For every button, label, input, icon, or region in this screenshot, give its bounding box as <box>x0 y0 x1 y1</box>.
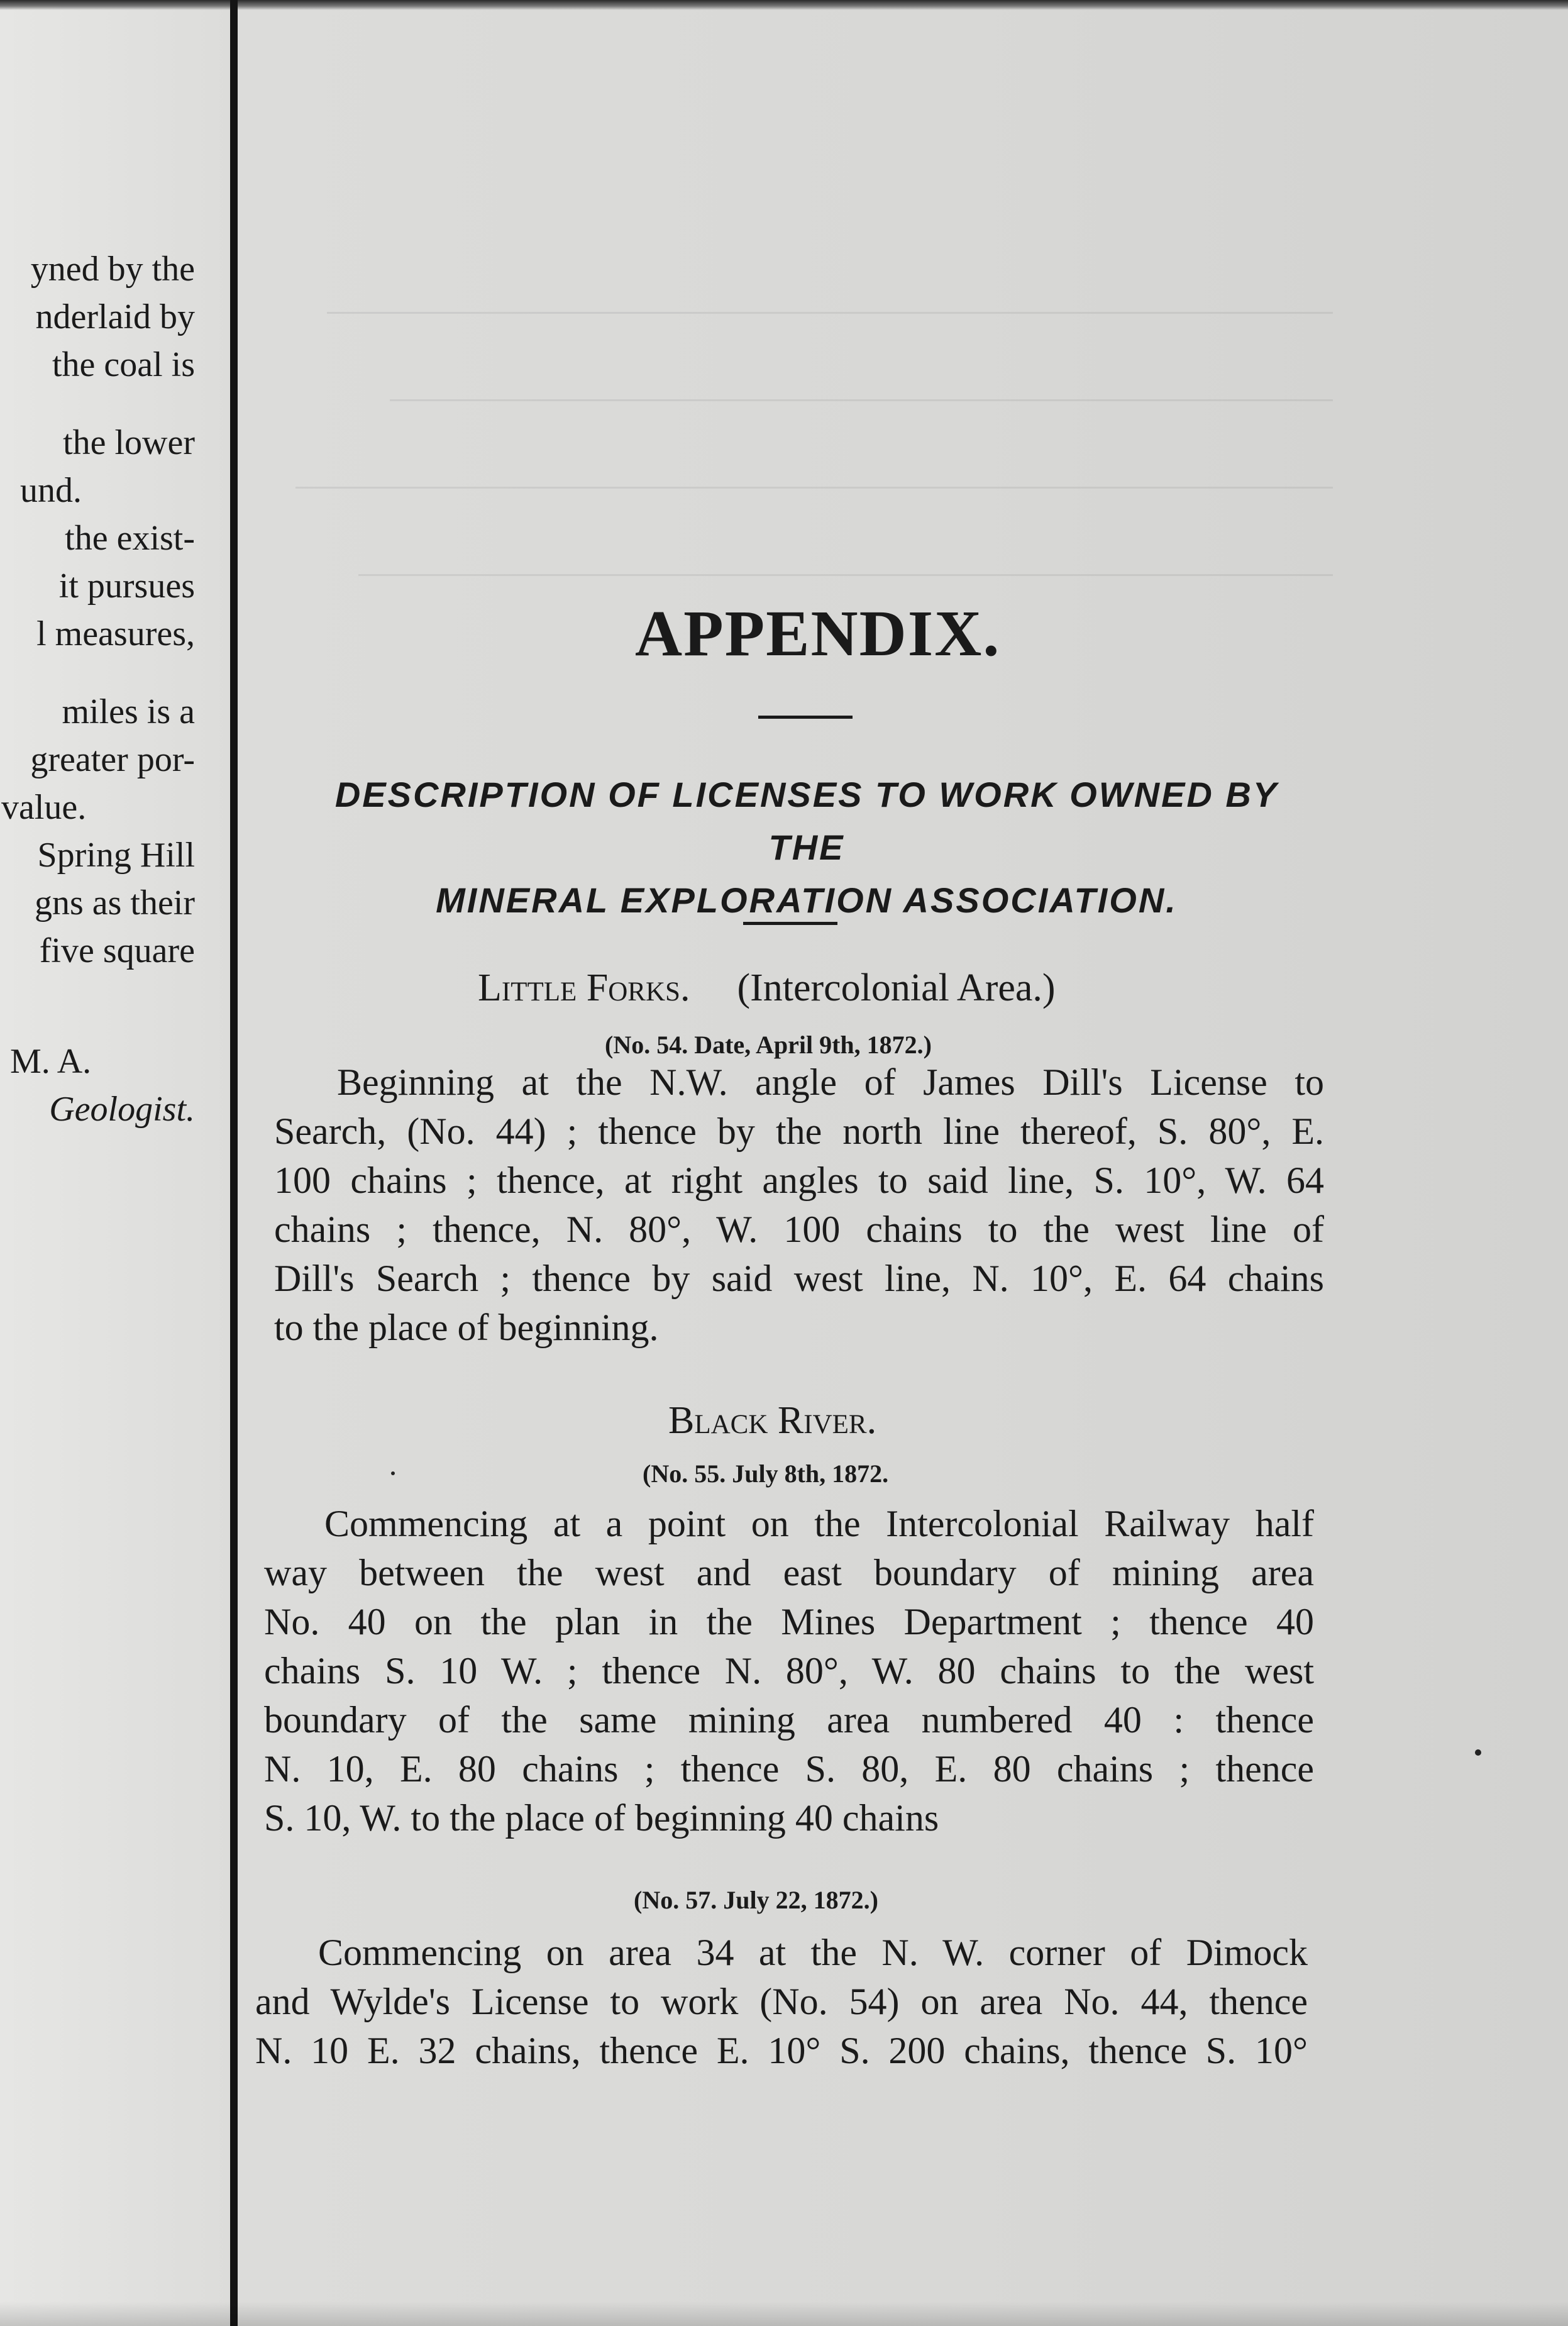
left-line: the exist- <box>65 519 195 558</box>
paragraph-line: Commencing on area 34 at the N. W. corner of Dimock <box>318 1932 1308 1973</box>
section-dateline: (No. 55. July 8th, 1872. <box>643 1459 889 1488</box>
paragraph-line: N. 10, E. 80 chains ; thence S. 80, E. 80 chains ; thence <box>264 1748 1314 1790</box>
paragraph-line: Search, (No. 44) ; thence by the north line thereof, S. 80°, E. <box>274 1110 1324 1152</box>
left-page-fragment <box>0 245 195 1133</box>
paragraph-line: chains ; thence, N. 80°, W. 100 chains to the west line of <box>274 1209 1324 1250</box>
paragraph-line: and Wylde's License to work (No. 54) on area No. 44, thence <box>255 1981 1308 2022</box>
section-paragraph <box>274 1058 1324 1352</box>
left-line: nderlaid by <box>35 297 195 336</box>
section-paragraph <box>264 1499 1314 1842</box>
subtitle-line: MINERAL EXPLORATION ASSOCIATION. <box>436 880 1178 920</box>
left-line: Spring Hill <box>37 836 195 875</box>
paragraph-line: chains S. 10 W. ; thence N. 80°, W. 80 chains to the west <box>264 1650 1314 1692</box>
paragraph-line: No. 40 on the plan in the Mines Department ; thence 40 <box>264 1601 1314 1642</box>
heading-text: Little Forks. <box>478 966 690 1009</box>
left-line: the coal is <box>52 345 195 384</box>
left-line: miles is a <box>62 692 195 731</box>
left-line: greater por- <box>30 740 195 779</box>
subtitle-rule <box>743 922 837 925</box>
section-heading-black-river: Black River. <box>668 1399 877 1442</box>
section-paragraph <box>255 1928 1308 2075</box>
paragraph-line: to the place of beginning. <box>274 1307 659 1348</box>
paragraph-line: S. 10, W. to the place of beginning 40 chains <box>264 1797 939 1839</box>
left-line: gns as their <box>34 883 195 922</box>
paragraph-line: Beginning at the N.W. angle of James Dill's License to <box>337 1061 1324 1103</box>
left-line: yned by the <box>30 250 195 289</box>
paragraph-line: Commencing at a point on the Intercolonial Railway half <box>324 1503 1314 1544</box>
section-heading-little-forks <box>478 966 1056 1011</box>
left-signature-initials: M. A. <box>10 1042 92 1081</box>
ink-speck <box>391 1471 395 1475</box>
left-line: value. <box>1 788 87 827</box>
subtitle-line: DESCRIPTION OF LICENSES TO WORK OWNED BY THE <box>334 775 1279 867</box>
title-rule <box>758 716 853 719</box>
bleed-through-texture <box>295 264 1333 614</box>
paragraph-line: way between the west and east boundary of mining area <box>264 1552 1314 1593</box>
bottom-edge-shadow <box>0 2301 1568 2326</box>
left-line: five square <box>39 931 195 970</box>
left-line: l measures, <box>36 614 195 653</box>
section-dateline: (No. 57. July 22, 1872.) <box>634 1886 878 1914</box>
left-line: und. <box>20 471 82 510</box>
left-line: the lower <box>63 423 195 462</box>
paragraph-line: N. 10 E. 32 chains, thence E. 10° S. 200 chains, thence S. 10° <box>255 2030 1308 2071</box>
appendix-title: APPENDIX. <box>635 597 1001 670</box>
paragraph-line: Dill's Search ; thence by said west line, N. 10°, E. 64 chains <box>274 1258 1324 1299</box>
heading-note: (Intercolonial Area.) <box>737 966 1056 1009</box>
section-dateline: (No. 54. Date, April 9th, 1872.) <box>605 1031 932 1059</box>
ink-speck <box>1475 1749 1481 1756</box>
left-signature-title: Geologist. <box>49 1090 195 1129</box>
paragraph-line: boundary of the same mining area numbered 40 : thence <box>264 1699 1314 1741</box>
left-line: it pursues <box>58 567 195 606</box>
appendix-subtitle <box>294 768 1319 927</box>
paragraph-line: 100 chains ; thence, at right angles to said line, S. 10°, W. 64 <box>274 1160 1324 1201</box>
